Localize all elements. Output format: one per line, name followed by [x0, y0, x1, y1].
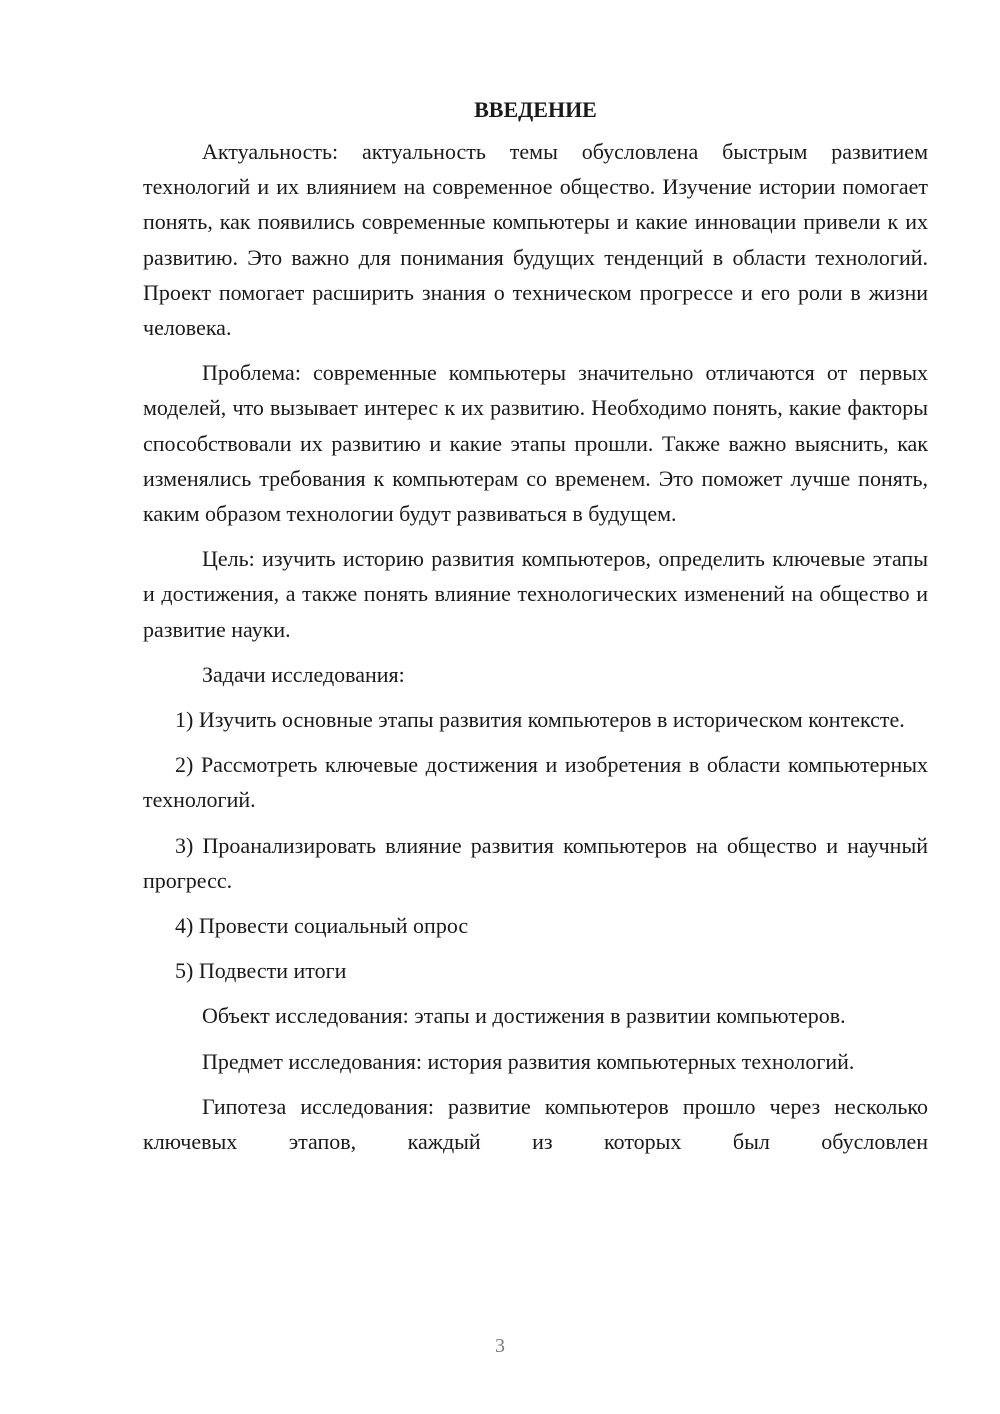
subject-paragraph: Предмет исследования: история развития компьютерных технологий. — [202, 1048, 855, 1074]
object-paragraph: Объект исследования: этапы и достижения в развитии компьютеров. — [202, 1003, 846, 1029]
hypothesis-paragraph: Гипотеза исследования: развитие компьютеров прошло через несколько ключевых этапов, каждый из которых был обусловлен — [143, 1093, 928, 1155]
section-title: ВВЕДЕНИЕ — [474, 97, 597, 122]
task-item-5: 5) Подвести итоги — [175, 958, 347, 984]
goal-paragraph: Цель: изучить историю развития компьютеров, определить ключевые этапы и достижения, а также понять влияние технологических изменений на общество и развитие науки. — [143, 546, 928, 642]
page-number: 3 — [495, 1335, 505, 1357]
relevance-paragraph: Актуальность: актуальность темы обусловлена быстрым развитием технологий и их влиянием на современное общество. Изучение истории помогает понять, как появились современные компьютеры и какие инновации привели к их развитию. Это важно для понимания будущих тенденций в области технологий. Проект помогает расширить знания о техническом прогрессе и его роли в жизни человека. — [143, 139, 928, 341]
task-item-3: 3) Проанализировать влияние развития компьютеров на общество и научный прогресс. — [143, 832, 928, 893]
problem-paragraph: Проблема: современные компьютеры значительно отличаются от первых моделей, что вызывает интерес к их развитию. Необходимо понять, какие факторы способствовали их развитию и какие этапы прошли. Также важно выяснить, как изменялись требования к компьютерам со временем. Это поможет лучше понять, каким образом технологии будут развиваться в будущем. — [143, 360, 928, 527]
document-page — [143, 96, 928, 1169]
task-item-1: 1) Изучить основные этапы развития компьютеров в историческом контексте. — [175, 707, 905, 733]
task-item-2: 2) Рассмотреть ключевые достижения и изобретения в области компьютерных технологий. — [143, 752, 928, 813]
task-item-4: 4) Провести социальный опрос — [175, 913, 469, 939]
tasks-heading: Задачи исследования: — [202, 661, 405, 687]
